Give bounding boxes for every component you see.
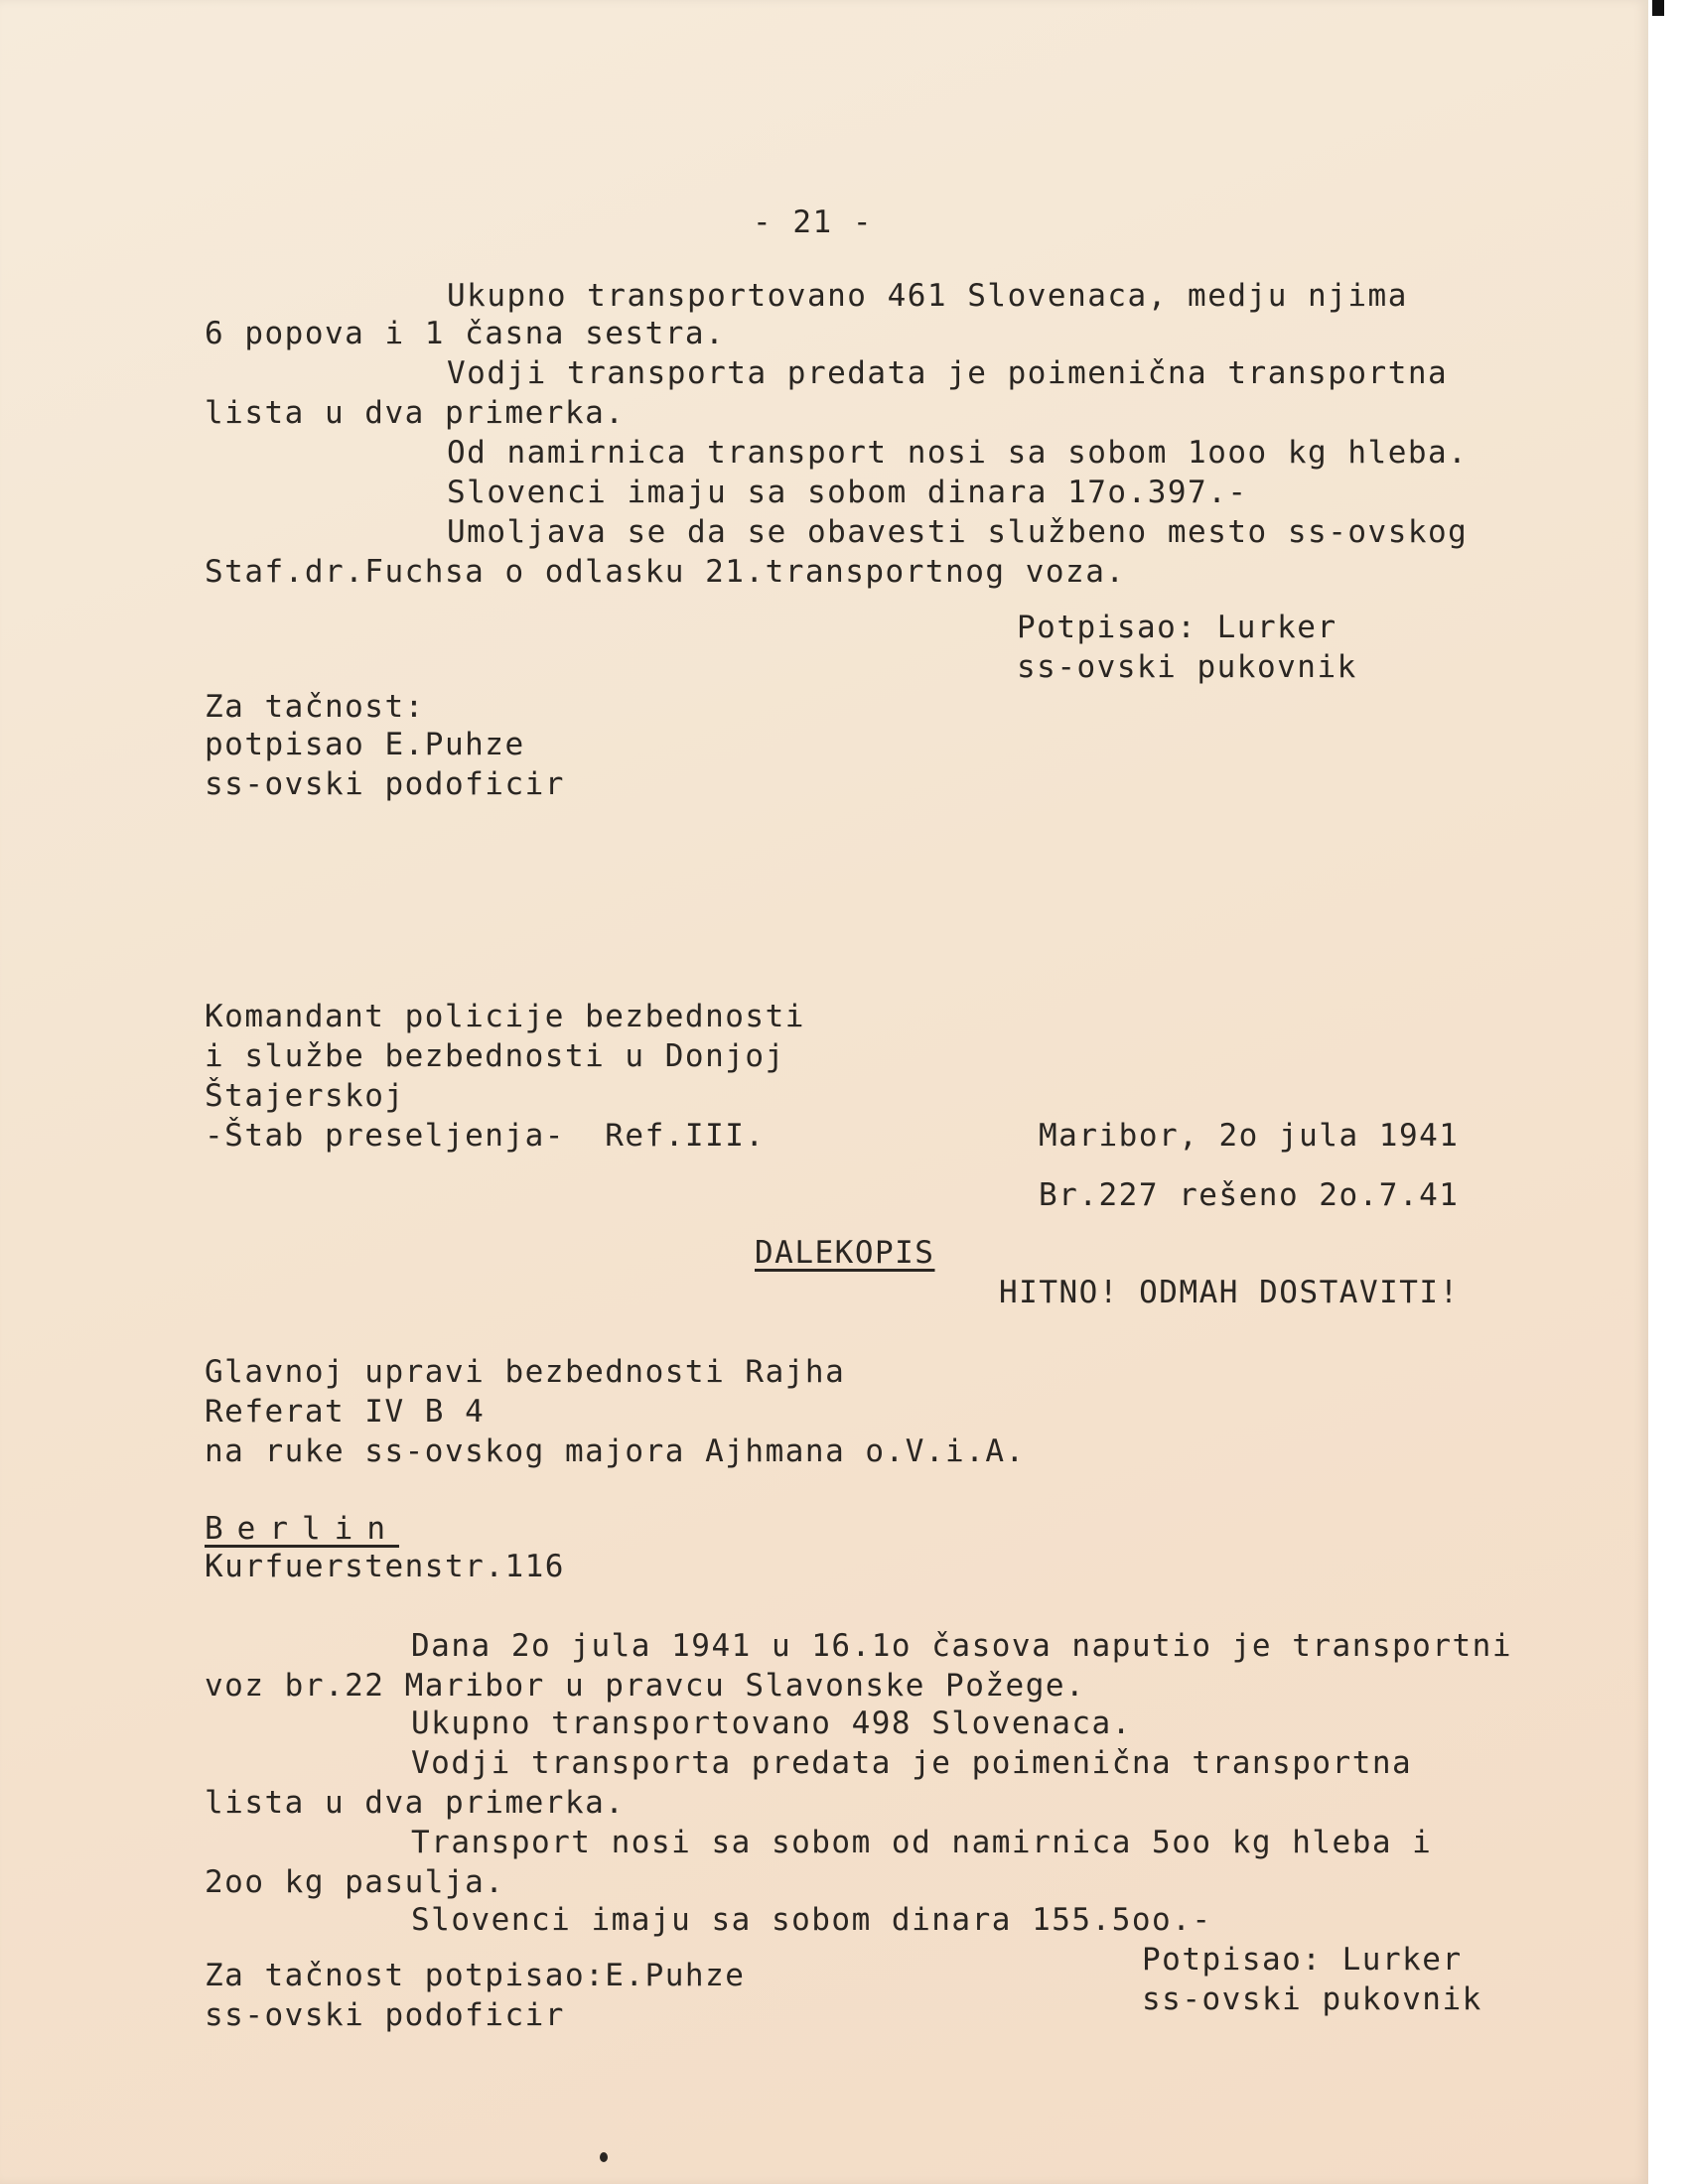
sender-line: -Štab preseljenja- Ref.III. [205,1118,766,1154]
certification-label: Za tačnost: [205,689,425,725]
sender-line: Komandant policije bezbednosti [205,999,805,1034]
body-line: voz br.22 Maribor u pravcu Slavonske Požege. [205,1668,1086,1704]
urgent-notice: HITNO! ODMAH DOSTAVITI! [999,1275,1460,1310]
certification-signer: potpisao E.Puhze [205,727,525,762]
body-line: Transport nosi sa sobom od namirnica 5oo kg hleba i [411,1825,1433,1860]
body-line: lista u dva primerka. [205,1785,626,1821]
signature-name: Potpisao: Lurker [1142,1942,1463,1978]
document-type: DALEKOPIS [755,1235,935,1271]
body-line: Umoljava se da se obavesti službeno mesto ss-ovskog [447,514,1469,550]
scan-edge-mark [1652,0,1664,16]
body-line: Vodji transporta predata je poimenična transportna [447,355,1449,391]
street-address: Kurfuerstenstr.116 [205,1549,565,1584]
signature-rank: ss-ovski pukovnik [1142,1981,1482,2017]
signature-name: Potpisao: Lurker [1017,610,1337,645]
place-date: Maribor, 2o jula 1941 [1039,1118,1460,1154]
page-number: - 21 - [753,205,873,240]
signature-rank: ss-ovski pukovnik [1017,649,1357,685]
recipient-line: Referat IV B 4 [205,1394,486,1430]
body-line: Ukupno transportovano 498 Slovenaca. [411,1706,1132,1741]
body-line: lista u dva primerka. [205,395,626,431]
body-line: Vodji transporta predata je poimenična transportna [411,1745,1413,1781]
certification-rank: ss-ovski podoficir [205,1997,565,2033]
body-line: 2oo kg pasulja. [205,1864,505,1900]
certification-rank: ss-ovski podoficir [205,766,565,802]
body-line: Slovenci imaju sa sobom dinara 155.5oo.- [411,1902,1212,1938]
sender-line: Štajerskoj [205,1078,405,1114]
body-line: Ukupno transportovano 461 Slovenaca, medju njima [447,278,1408,314]
body-line: 6 popova i 1 časna sestra. [205,316,726,351]
body-line: Staf.dr.Fuchsa o odlasku 21.transportnog voza. [205,554,1126,590]
certification-signer: Za tačnost potpisao:E.Puhze [205,1958,746,1993]
scan-margin [1648,0,1688,2184]
recipient-line: na ruke ss-ovskog majora Ajhmana o.V.i.A. [205,1433,1026,1469]
recipient-line: Glavnoj upravi bezbednosti Rajha [205,1354,846,1390]
body-line: Dana 2o jula 1941 u 16.1o časova naputio je transportni [411,1628,1512,1664]
reference-number: Br.227 rešeno 2o.7.41 [1039,1177,1460,1213]
sender-line: i službe bezbednosti u Donjoj [205,1038,785,1074]
body-line: Slovenci imaju sa sobom dinara 17o.397.- [447,475,1248,510]
body-line: Od namirnica transport nosi sa sobom 1ooo kg hleba. [447,435,1469,471]
city: Berlin [205,1511,399,1547]
ink-spot [600,2152,608,2162]
